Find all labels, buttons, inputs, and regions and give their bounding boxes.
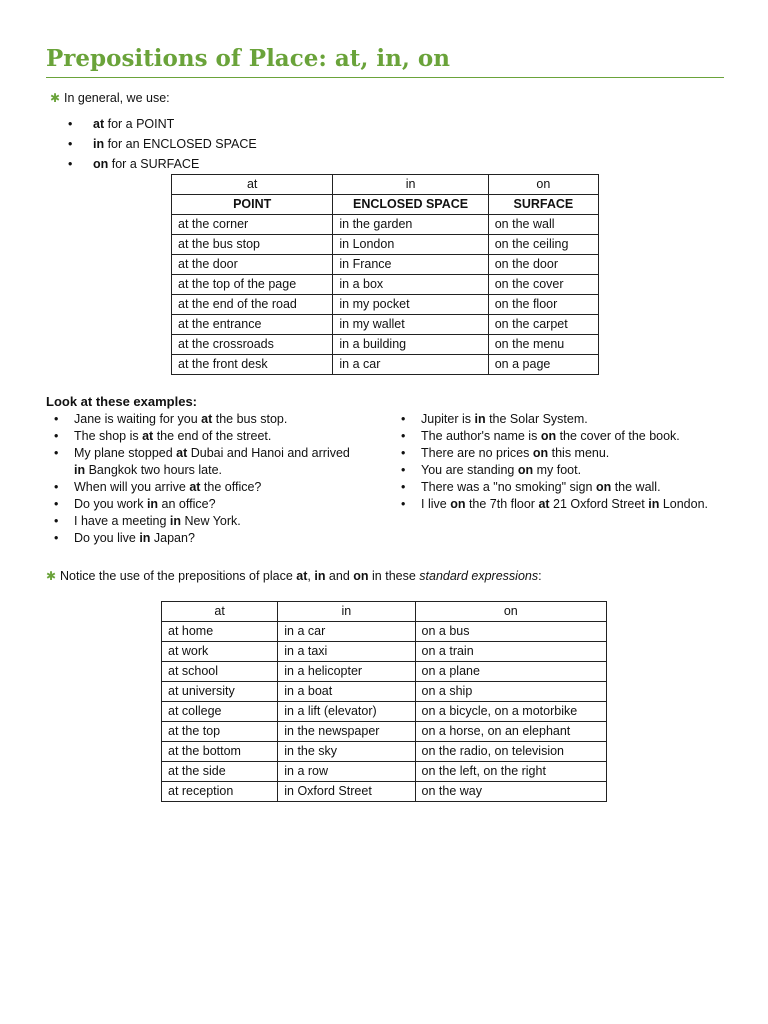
- preposition-word: at: [189, 480, 201, 494]
- table-cell: in a taxi: [278, 642, 415, 662]
- table-row: [172, 275, 599, 295]
- table-cell: at the top of the page: [172, 275, 333, 295]
- table-cell: on the radio, on television: [415, 742, 606, 762]
- column-header: at: [172, 175, 333, 195]
- preposition-word: on: [450, 497, 466, 511]
- table-cell: at college: [162, 702, 278, 722]
- example-item: [54, 513, 354, 530]
- table-cell: on the wall: [488, 215, 598, 235]
- preposition-word: in: [146, 497, 159, 511]
- table-cell: at the bottom: [162, 742, 278, 762]
- table-cell: at the door: [172, 255, 333, 275]
- text-run: the wall.: [611, 480, 661, 494]
- column-subheader: ENCLOSED SPACE: [333, 195, 488, 215]
- preposition-word: at: [93, 117, 105, 131]
- text-run: 21 Oxford Street: [549, 497, 649, 511]
- text-run: Jupiter is: [421, 412, 475, 426]
- text-run: my foot.: [533, 463, 582, 477]
- usage-text: for a POINT: [104, 117, 175, 131]
- asterisk-icon: ✱: [50, 91, 61, 105]
- preposition-word: at: [142, 429, 154, 443]
- usage-text: for a SURFACE: [108, 157, 200, 171]
- example-item: [401, 445, 731, 462]
- table-cell: at work: [162, 642, 278, 662]
- example-item: [54, 479, 354, 496]
- notice-text: [60, 569, 542, 583]
- table-cell: at the corner: [172, 215, 333, 235]
- table-cell: at the entrance: [172, 315, 333, 335]
- table-cell: in the newspaper: [278, 722, 415, 742]
- text-run: I live: [421, 497, 451, 511]
- usage-text: for an ENCLOSED SPACE: [104, 137, 257, 151]
- table-body: [162, 622, 607, 802]
- table-cell: in Oxford Street: [278, 782, 415, 802]
- text-run: The shop is: [74, 429, 143, 443]
- preposition-word: on: [532, 446, 549, 460]
- table-cell: on a plane: [415, 662, 606, 682]
- table-cell: in the garden: [333, 215, 488, 235]
- usage-bullet: [68, 116, 257, 136]
- text-run: Do you work: [74, 497, 147, 511]
- table-header-row: [172, 175, 599, 195]
- intro-line: [50, 90, 170, 106]
- text-run: There was a "no smoking" sign: [421, 480, 596, 494]
- table-cell: on the cover: [488, 275, 598, 295]
- table-row: [172, 315, 599, 335]
- usage-bullet: [68, 156, 257, 176]
- preposition-word: at: [296, 569, 308, 583]
- text-run: Dubai and Hanoi and arrived: [187, 446, 350, 460]
- text-run: ,: [307, 569, 315, 583]
- column-header: on: [415, 602, 606, 622]
- preposition-word: at: [201, 412, 213, 426]
- column-subheader: SURFACE: [488, 195, 598, 215]
- table-cell: in the sky: [278, 742, 415, 762]
- preposition-word: at: [176, 446, 188, 460]
- text-run: Notice the use of the prepositions of place: [60, 569, 297, 583]
- table-cell: at university: [162, 682, 278, 702]
- text-run: the office?: [200, 480, 262, 494]
- table-row: [172, 335, 599, 355]
- table-cell: on a horse, on an elephant: [415, 722, 606, 742]
- table-cell: on the door: [488, 255, 598, 275]
- text-run: When will you arrive: [74, 480, 190, 494]
- examples-list-left: [54, 411, 354, 547]
- table-cell: at school: [162, 662, 278, 682]
- table-row: [162, 642, 607, 662]
- text-run: Japan?: [150, 531, 195, 545]
- table-cell: in a box: [333, 275, 488, 295]
- preposition-word: in: [74, 463, 86, 477]
- text-run: the bus stop.: [212, 412, 288, 426]
- text-run: the cover of the book.: [556, 429, 680, 443]
- table-cell: in my pocket: [333, 295, 488, 315]
- table-cell: at the bus stop: [172, 235, 333, 255]
- table-cell: in France: [333, 255, 488, 275]
- text-run: the 7th floor: [465, 497, 539, 511]
- page-title: Prepositions of Place: at, in, on: [46, 45, 450, 72]
- text-run: New York.: [181, 514, 241, 528]
- text-run: standard expressions: [419, 569, 539, 583]
- intro-text: In general, we use:: [64, 91, 170, 105]
- example-item: [54, 428, 354, 445]
- column-subheader: POINT: [172, 195, 333, 215]
- column-header: in: [333, 175, 488, 195]
- text-run: Bangkok two hours late.: [85, 463, 222, 477]
- table-cell: in a car: [278, 622, 415, 642]
- table-row: [162, 722, 607, 742]
- table-cell: in a boat: [278, 682, 415, 702]
- preposition-word: on: [595, 480, 612, 494]
- preposition-word: in: [314, 569, 326, 583]
- table-subheader-row: [172, 195, 599, 215]
- asterisk-icon: ✱: [46, 569, 57, 583]
- example-item: [54, 445, 354, 479]
- table-cell: on a page: [488, 355, 598, 375]
- preposition-word: at: [538, 497, 550, 511]
- text-run: The author's name is: [421, 429, 541, 443]
- text-run: I have a meeting: [74, 514, 170, 528]
- table-cell: on a ship: [415, 682, 606, 702]
- table-cell: in a row: [278, 762, 415, 782]
- text-run: Do you live: [74, 531, 140, 545]
- preposition-word: in: [474, 412, 486, 426]
- table-cell: in a helicopter: [278, 662, 415, 682]
- table-cell: on the floor: [488, 295, 598, 315]
- table-row: [162, 682, 607, 702]
- table-cell: on a train: [415, 642, 606, 662]
- table-row: [162, 662, 607, 682]
- text-run: and: [325, 569, 354, 583]
- table-row: [162, 622, 607, 642]
- example-item: [54, 411, 354, 428]
- preposition-word: in: [139, 531, 151, 545]
- example-item: [54, 496, 354, 513]
- table-cell: on the way: [415, 782, 606, 802]
- preposition-word: on: [93, 157, 109, 171]
- text-run: the end of the street.: [153, 429, 272, 443]
- table-row: [162, 762, 607, 782]
- preposition-word: in: [648, 497, 660, 511]
- example-item: [401, 479, 731, 496]
- text-run: in these: [368, 569, 420, 583]
- table-cell: on a bicycle, on a motorbike: [415, 702, 606, 722]
- example-item: [401, 428, 731, 445]
- column-header: on: [488, 175, 598, 195]
- table-row: [172, 215, 599, 235]
- column-header: in: [278, 602, 415, 622]
- table-cell: on the carpet: [488, 315, 598, 335]
- table-cell: on a bus: [415, 622, 606, 642]
- preposition-word: in: [93, 137, 105, 151]
- preposition-word: on: [353, 569, 369, 583]
- table-cell: at the end of the road: [172, 295, 333, 315]
- usage-bullet-list: [68, 116, 257, 176]
- usage-bullet: [68, 136, 257, 156]
- table-body: [172, 215, 599, 375]
- title-divider: [46, 77, 724, 78]
- text-run: There are no prices: [421, 446, 533, 460]
- example-item: [54, 530, 354, 547]
- examples-heading: Look at these examples:: [46, 394, 197, 409]
- text-run: :: [538, 569, 542, 583]
- notice-line: [46, 568, 542, 584]
- table-header-row: [162, 602, 607, 622]
- table-cell: at the crossroads: [172, 335, 333, 355]
- standard-expressions-table: [161, 601, 607, 802]
- table-cell: in London: [333, 235, 488, 255]
- table-row: [162, 782, 607, 802]
- table-row: [172, 255, 599, 275]
- text-run: My plane stopped: [74, 446, 177, 460]
- table-row: [172, 355, 599, 375]
- text-run: Jane is waiting for you: [74, 412, 202, 426]
- preposition-word: in: [169, 514, 182, 528]
- example-item: [401, 462, 731, 479]
- table-row: [172, 295, 599, 315]
- table-cell: on the ceiling: [488, 235, 598, 255]
- table-cell: at home: [162, 622, 278, 642]
- text-run: the Solar System.: [485, 412, 588, 426]
- table-cell: on the menu: [488, 335, 598, 355]
- examples-list-right: [401, 411, 731, 513]
- table-cell: at the side: [162, 762, 278, 782]
- table-row: [172, 235, 599, 255]
- example-item: [401, 411, 731, 428]
- text-run: London.: [659, 497, 709, 511]
- preposition-word: on: [517, 463, 534, 477]
- table-cell: at reception: [162, 782, 278, 802]
- text-run: this menu.: [548, 446, 610, 460]
- table-cell: at the top: [162, 722, 278, 742]
- example-item: [401, 496, 731, 513]
- column-header: at: [162, 602, 278, 622]
- table-cell: in a lift (elevator): [278, 702, 415, 722]
- table-cell: at the front desk: [172, 355, 333, 375]
- prepositions-table: [171, 174, 599, 375]
- table-cell: in a building: [333, 335, 488, 355]
- text-run: You are standing: [421, 463, 518, 477]
- text-run: an office?: [158, 497, 216, 511]
- table-row: [162, 742, 607, 762]
- preposition-word: on: [540, 429, 557, 443]
- table-row: [162, 702, 607, 722]
- table-cell: in my wallet: [333, 315, 488, 335]
- table-cell: on the left, on the right: [415, 762, 606, 782]
- table-cell: in a car: [333, 355, 488, 375]
